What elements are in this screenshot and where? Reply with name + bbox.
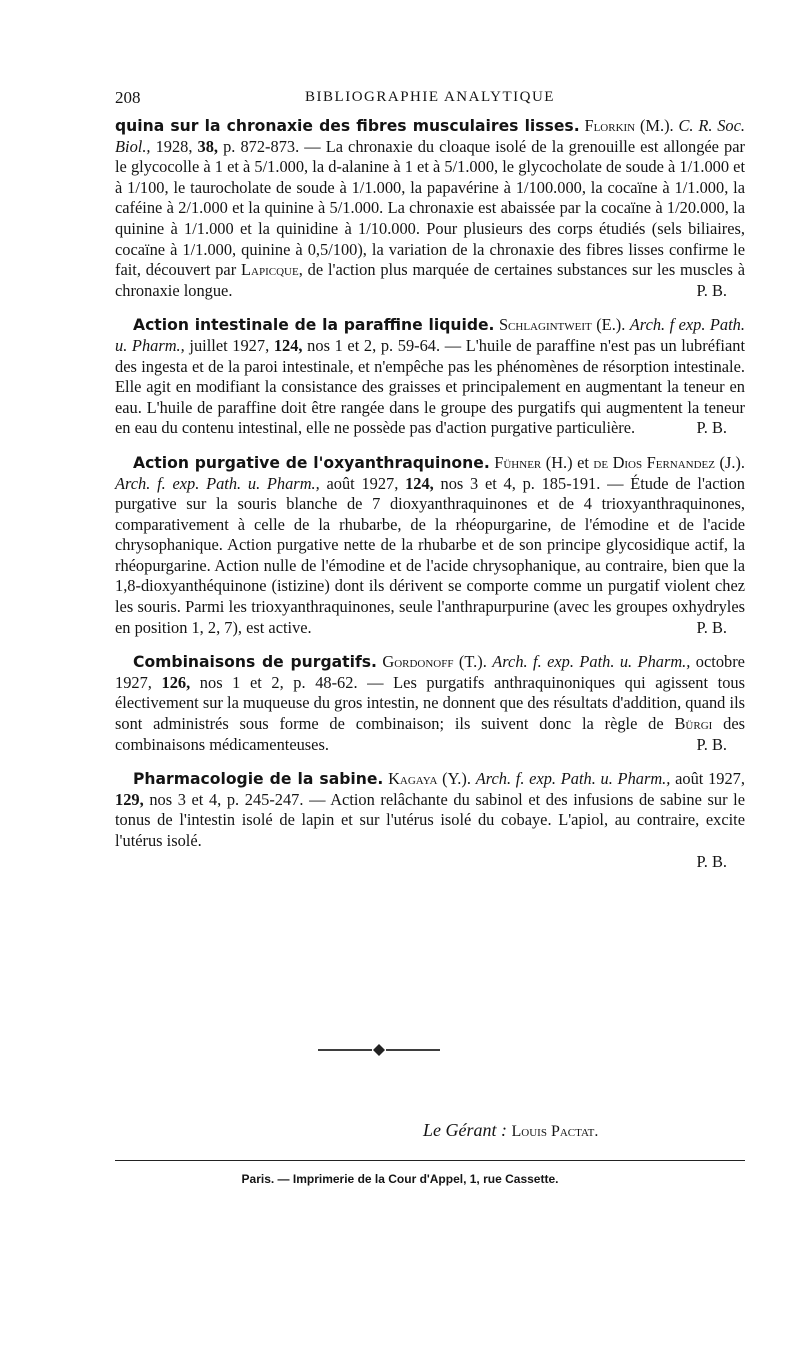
entry-date: juillet 1927, bbox=[189, 335, 270, 355]
entry-author-initial: (M.). bbox=[639, 116, 674, 135]
entry-title: Combinaisons de purgatifs. bbox=[133, 653, 377, 672]
entry-signature: P. B. bbox=[696, 617, 727, 637]
entry-title: Pharmacologie de la sabine. bbox=[133, 770, 384, 789]
entry-date: octobre 1927, bbox=[115, 652, 745, 692]
page-number: 208 bbox=[115, 88, 141, 107]
entry-abstract-end: de l'action plus marquée de certaines substances sur les muscles à chronaxie longue. bbox=[115, 260, 745, 300]
entry-abstract: Les purgatifs anthraquinoniques qui agissent tous électivement sur la muqueuse du gros intestin, ne donnent que des résultats d'addition, quand ils sont administrés sous forme de combinaison; ils suivent donc la règle de bbox=[115, 672, 745, 734]
gerant-name: Louis Pactat. bbox=[511, 1123, 599, 1140]
entry-cited-author: Lapicque, bbox=[241, 260, 303, 280]
entry-signature: P. B. bbox=[696, 851, 727, 871]
entry-volume: 38, bbox=[197, 136, 219, 156]
entry-coauthor: Dios Fernandez bbox=[612, 452, 715, 472]
entry-abstract-end: des combinaisons médicamenteuses. bbox=[115, 714, 745, 754]
entry-journal: Arch. f. exp. Path. u. Pharm., bbox=[492, 652, 691, 672]
entry-title: quina sur la chronaxie des fibres musculaires lisses. bbox=[115, 117, 580, 135]
entry-signature: P. B. bbox=[696, 418, 727, 438]
entry-issue: nos 3 et 4, p. 185-191. — bbox=[440, 473, 624, 493]
page-header bbox=[115, 88, 745, 116]
entry-title: Action intestinale de la paraffine liquide. bbox=[133, 316, 495, 335]
imprint-line: Paris. — Imprimerie de la Cour d'Appel, 1, rue Cassette. bbox=[241, 1172, 559, 1186]
entry-signature: P. B. bbox=[696, 734, 727, 754]
diamond-ornament-icon bbox=[318, 1043, 440, 1057]
entry-issue: nos 3 et 4, p. 245-247. — bbox=[149, 789, 326, 809]
entry-author-initial: (Y.). bbox=[442, 769, 471, 789]
entry-volume: 124, bbox=[405, 473, 434, 493]
entry-author: Fühner bbox=[494, 452, 542, 472]
entry-coauthor-particle: de bbox=[593, 452, 609, 472]
entry-cited-author: Bürgi bbox=[674, 714, 713, 734]
entry-journal: Arch. f exp. Path. u. Pharm., bbox=[115, 315, 745, 355]
entry-author-initial: (T.). bbox=[458, 652, 487, 672]
entry-year: 1928, bbox=[155, 136, 193, 156]
entry-author-initial: (H.) et bbox=[545, 452, 589, 472]
entry-date: août 1927, bbox=[326, 473, 399, 493]
entry-author: Schlagintweit bbox=[498, 315, 592, 335]
entry-author: Florkin bbox=[584, 116, 636, 135]
entry-paraffine bbox=[115, 315, 745, 439]
footer-rule bbox=[115, 1160, 745, 1161]
running-head: BIBLIOGRAPHIE ANALYTIQUE bbox=[305, 89, 555, 105]
entry-abstract: Action relâchante du sabinol et des infusions de sabine sur le tonus de l'intestin isolé de lapin et sur l'utérus isolé du cobaye. L'apiol, au contraire, excite l'utérus isolé. bbox=[115, 789, 745, 850]
entry-sabine bbox=[115, 769, 745, 871]
entry-journal: Arch. f. exp. Path. u. Pharm., bbox=[115, 473, 320, 493]
entry-author: Kagaya bbox=[388, 769, 438, 789]
gerant-line bbox=[423, 1120, 598, 1141]
entry-coauthor-initial: (J.). bbox=[719, 452, 745, 472]
entry-title: Action purgative de l'oxyanthraquinone. bbox=[133, 453, 490, 472]
entry-author-initial: (E.). bbox=[596, 315, 626, 335]
entry-pages: p. 872-873. — bbox=[223, 136, 321, 156]
page-body bbox=[115, 88, 745, 872]
entry-oxyanthraquinone bbox=[115, 453, 745, 638]
entry-chronaxie bbox=[115, 116, 745, 301]
entry-volume: 129, bbox=[115, 789, 144, 809]
entry-journal: C. R. Soc. Biol., bbox=[115, 116, 746, 156]
gerant-label: Le Gérant : bbox=[423, 1120, 507, 1140]
entry-abstract: La chronaxie du cloaque isolé de la grenouille est allongée par le glycocolle à 1 et à 5/1.000, la d-alanine à 1 et à 5/1.000, le glycocholate de soude à 1/1.000 et à 1/100, le taurocholate de soude à 1/1.000, la papavérine à 1/100.000, la cocaïne à 1/1.000, la caféine à 2/1.000 et la quinine à 5/1.000. La chronaxie est abaissée par la cocaïne à 1/20.000, la quinine à 1/1.000 et la quinidine à 1/10.000. Pour plusieurs des corps étudiés (sels biliaires, cocaïne à 1/1.000, quinine à 0,5/100), la variation de la chronaxie des fibres lisses confirme le fait, découvert par bbox=[115, 136, 745, 280]
entry-combinaisons bbox=[115, 652, 745, 755]
entry-date: août 1927, bbox=[675, 769, 745, 789]
entry-volume: 124, bbox=[273, 335, 303, 355]
entry-author: Gordonoff bbox=[382, 652, 454, 672]
entry-signature: P. B. bbox=[696, 280, 727, 300]
entry-issue: nos 1 et 2, p. 59-64. — bbox=[307, 335, 462, 355]
entry-abstract: L'huile de paraffine n'est pas un lubréfiant des ingesta et de la paroi intestinale, et n'empêche pas les phénomènes de résorption intestinale. Elle agit en modifiant la consistance des graisses et principalement en augmentant la teneur en eau. L'huile de paraffine doit être rangée dans le groupe des purgatifs qui augmentent la teneur en eau du contenu intestinal, elle ne possède pas d'action purgative particulière. bbox=[115, 335, 746, 438]
entry-journal: Arch. f. exp. Path. u. Pharm., bbox=[475, 769, 671, 789]
entry-abstract: Étude de l'action purgative sur la souris blanche de 7 dioxyanthraquinones et de 4 trioxyanthraquinones, comparativement à celle de la rhubarbe, de la rhéopurgarine, de l'émodine et de l'acide chrysophanique. Action purgative nette de la rhubarbe et de son principe glycosidique actif, la rhéopurgarine. Action nulle de l'émodine et de l'acide chrysophanique, au contraire, bien que la 1,8-dioxyanthéquinone (istizine) dont ils dérivent se comporte comme un purgatif violent chez les souris. Parmi les trioxyanthraquinones, seule l'anthrapurpurine (avec les groupes oxhydryles en position 1, 2, 7), est active. bbox=[115, 473, 745, 637]
entry-issue: nos 1 et 2, p. 48-62. — bbox=[199, 672, 384, 692]
entry-volume: 126, bbox=[161, 672, 191, 692]
